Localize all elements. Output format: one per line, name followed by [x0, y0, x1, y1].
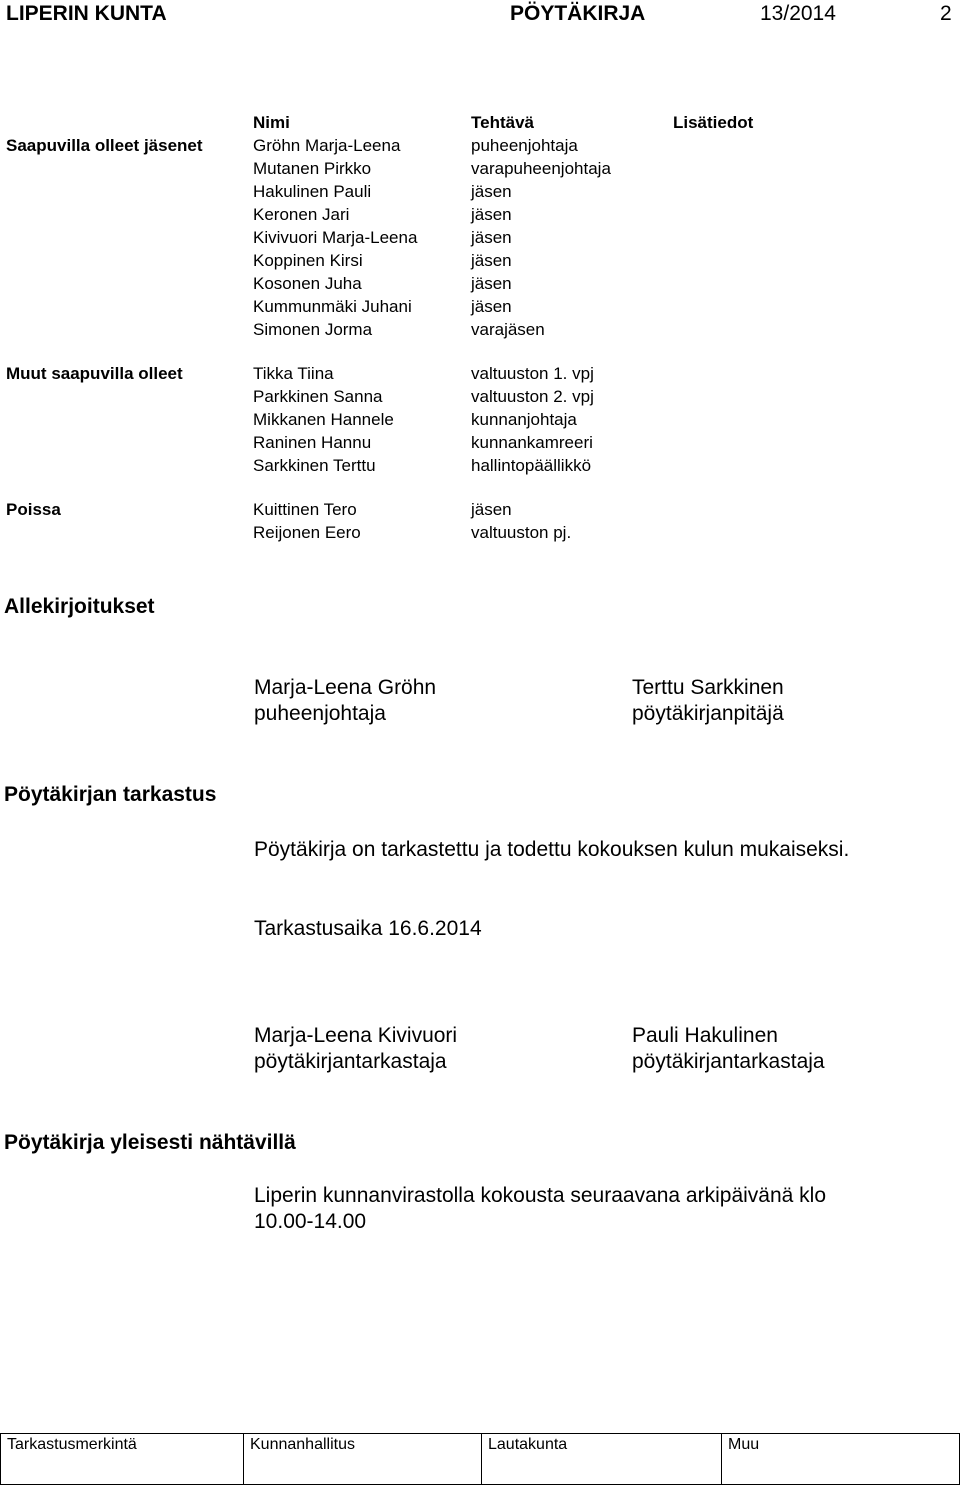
member-name: Simonen Jorma [253, 320, 373, 339]
other-name: Raninen Hannu [253, 433, 372, 452]
signature-right [632, 675, 784, 727]
reviewer-role: pöytäkirjantarkastaja [254, 1050, 447, 1073]
signer-role: pöytäkirjanpitäjä [632, 702, 784, 725]
member-name: Kosonen Juha [253, 274, 362, 293]
member-name: Mutanen Pirkko [253, 159, 372, 178]
public-display-line: Liperin kunnanvirastolla kokousta seuraavana arkipäivänä klo [254, 1184, 827, 1207]
other-name: Tikka Tiina [253, 364, 334, 383]
member-role: puheenjohtaja [471, 136, 578, 155]
review-title: Pöytäkirjan tarkastus [4, 783, 217, 806]
absent-role: valtuuston pj. [471, 523, 572, 542]
reviewer-right [632, 1023, 825, 1075]
signer-role: puheenjohtaja [254, 702, 386, 725]
member-role: varajäsen [471, 320, 545, 339]
other-role: hallintopäällikkö [471, 456, 592, 475]
other-name: Parkkinen Sanna [253, 387, 383, 406]
reviewer-left [254, 1023, 457, 1075]
other-name: Sarkkinen Terttu [253, 456, 376, 475]
member-name: Gröhn Marja-Leena [253, 136, 401, 155]
column-header-name: Nimi [253, 113, 290, 132]
public-display-line: 10.00-14.00 [254, 1210, 367, 1233]
reviewer-role: pöytäkirjantarkastaja [632, 1050, 825, 1073]
absent-name: Reijonen Eero [253, 523, 361, 542]
column-header-role: Tehtävä [471, 113, 534, 132]
member-name: Kivivuori Marja-Leena [253, 228, 418, 247]
public-display-text [254, 1183, 826, 1235]
absent-roles [471, 498, 571, 544]
member-role: varapuheenjohtaja [471, 159, 611, 178]
absent-names [253, 498, 361, 544]
member-role: jäsen [471, 297, 512, 316]
absent-label: Poissa [6, 500, 61, 519]
signer-name: Marja-Leena Gröhn [254, 676, 437, 699]
public-display-title: Pöytäkirja yleisesti nähtävillä [4, 1131, 296, 1154]
member-role: jäsen [471, 251, 512, 270]
member-name: Hakulinen Pauli [253, 182, 372, 201]
document-type: PÖYTÄKIRJA [510, 2, 646, 25]
reviewer-name: Marja-Leena Kivivuori [254, 1024, 458, 1047]
footer-cell-committee: Lautakunta [482, 1434, 722, 1484]
other-role: valtuuston 2. vpj [471, 387, 594, 406]
signature-left [254, 675, 436, 727]
present-members-roles [471, 134, 611, 341]
others-present-names [253, 362, 394, 477]
member-role: jäsen [471, 205, 512, 224]
reviewer-name: Pauli Hakulinen [632, 1024, 778, 1047]
municipality-name: LIPERIN KUNTA [6, 2, 167, 25]
other-name: Mikkanen Hannele [253, 410, 394, 429]
other-role: kunnankamreeri [471, 433, 593, 452]
review-date: Tarkastusaika 16.6.2014 [254, 917, 482, 940]
absent-role: jäsen [471, 500, 512, 519]
footer-cell-other: Muu [728, 1436, 760, 1453]
member-role: jäsen [471, 182, 512, 201]
review-statement: Pöytäkirja on tarkastettu ja todettu kokouksen kulun mukaiseksi. [254, 838, 850, 861]
present-members-label: Saapuvilla olleet jäsenet [6, 136, 203, 155]
member-name: Koppinen Kirsi [253, 251, 363, 270]
column-header-notes: Lisätiedot [673, 113, 754, 132]
member-name: Kummunmäki Juhani [253, 297, 412, 316]
signatures-title: Allekirjoitukset [4, 595, 155, 618]
footer-cell-board: Kunnanhallitus [244, 1434, 482, 1484]
other-role: kunnanjohtaja [471, 410, 577, 429]
footer-table [0, 1433, 960, 1485]
other-role: valtuuston 1. vpj [471, 364, 594, 383]
document-number: 13/2014 [760, 2, 836, 25]
member-name: Keronen Jari [253, 205, 350, 224]
member-role: jäsen [471, 274, 512, 293]
member-role: jäsen [471, 228, 512, 247]
signer-name: Terttu Sarkkinen [632, 676, 784, 699]
footer-cell-review-mark: Tarkastusmerkintä [1, 1434, 244, 1484]
absent-name: Kuittinen Tero [253, 500, 357, 519]
others-present-roles [471, 362, 594, 477]
others-present-label: Muut saapuvilla olleet [6, 364, 183, 383]
present-members-names [253, 134, 417, 341]
page-number: 2 [940, 2, 952, 25]
